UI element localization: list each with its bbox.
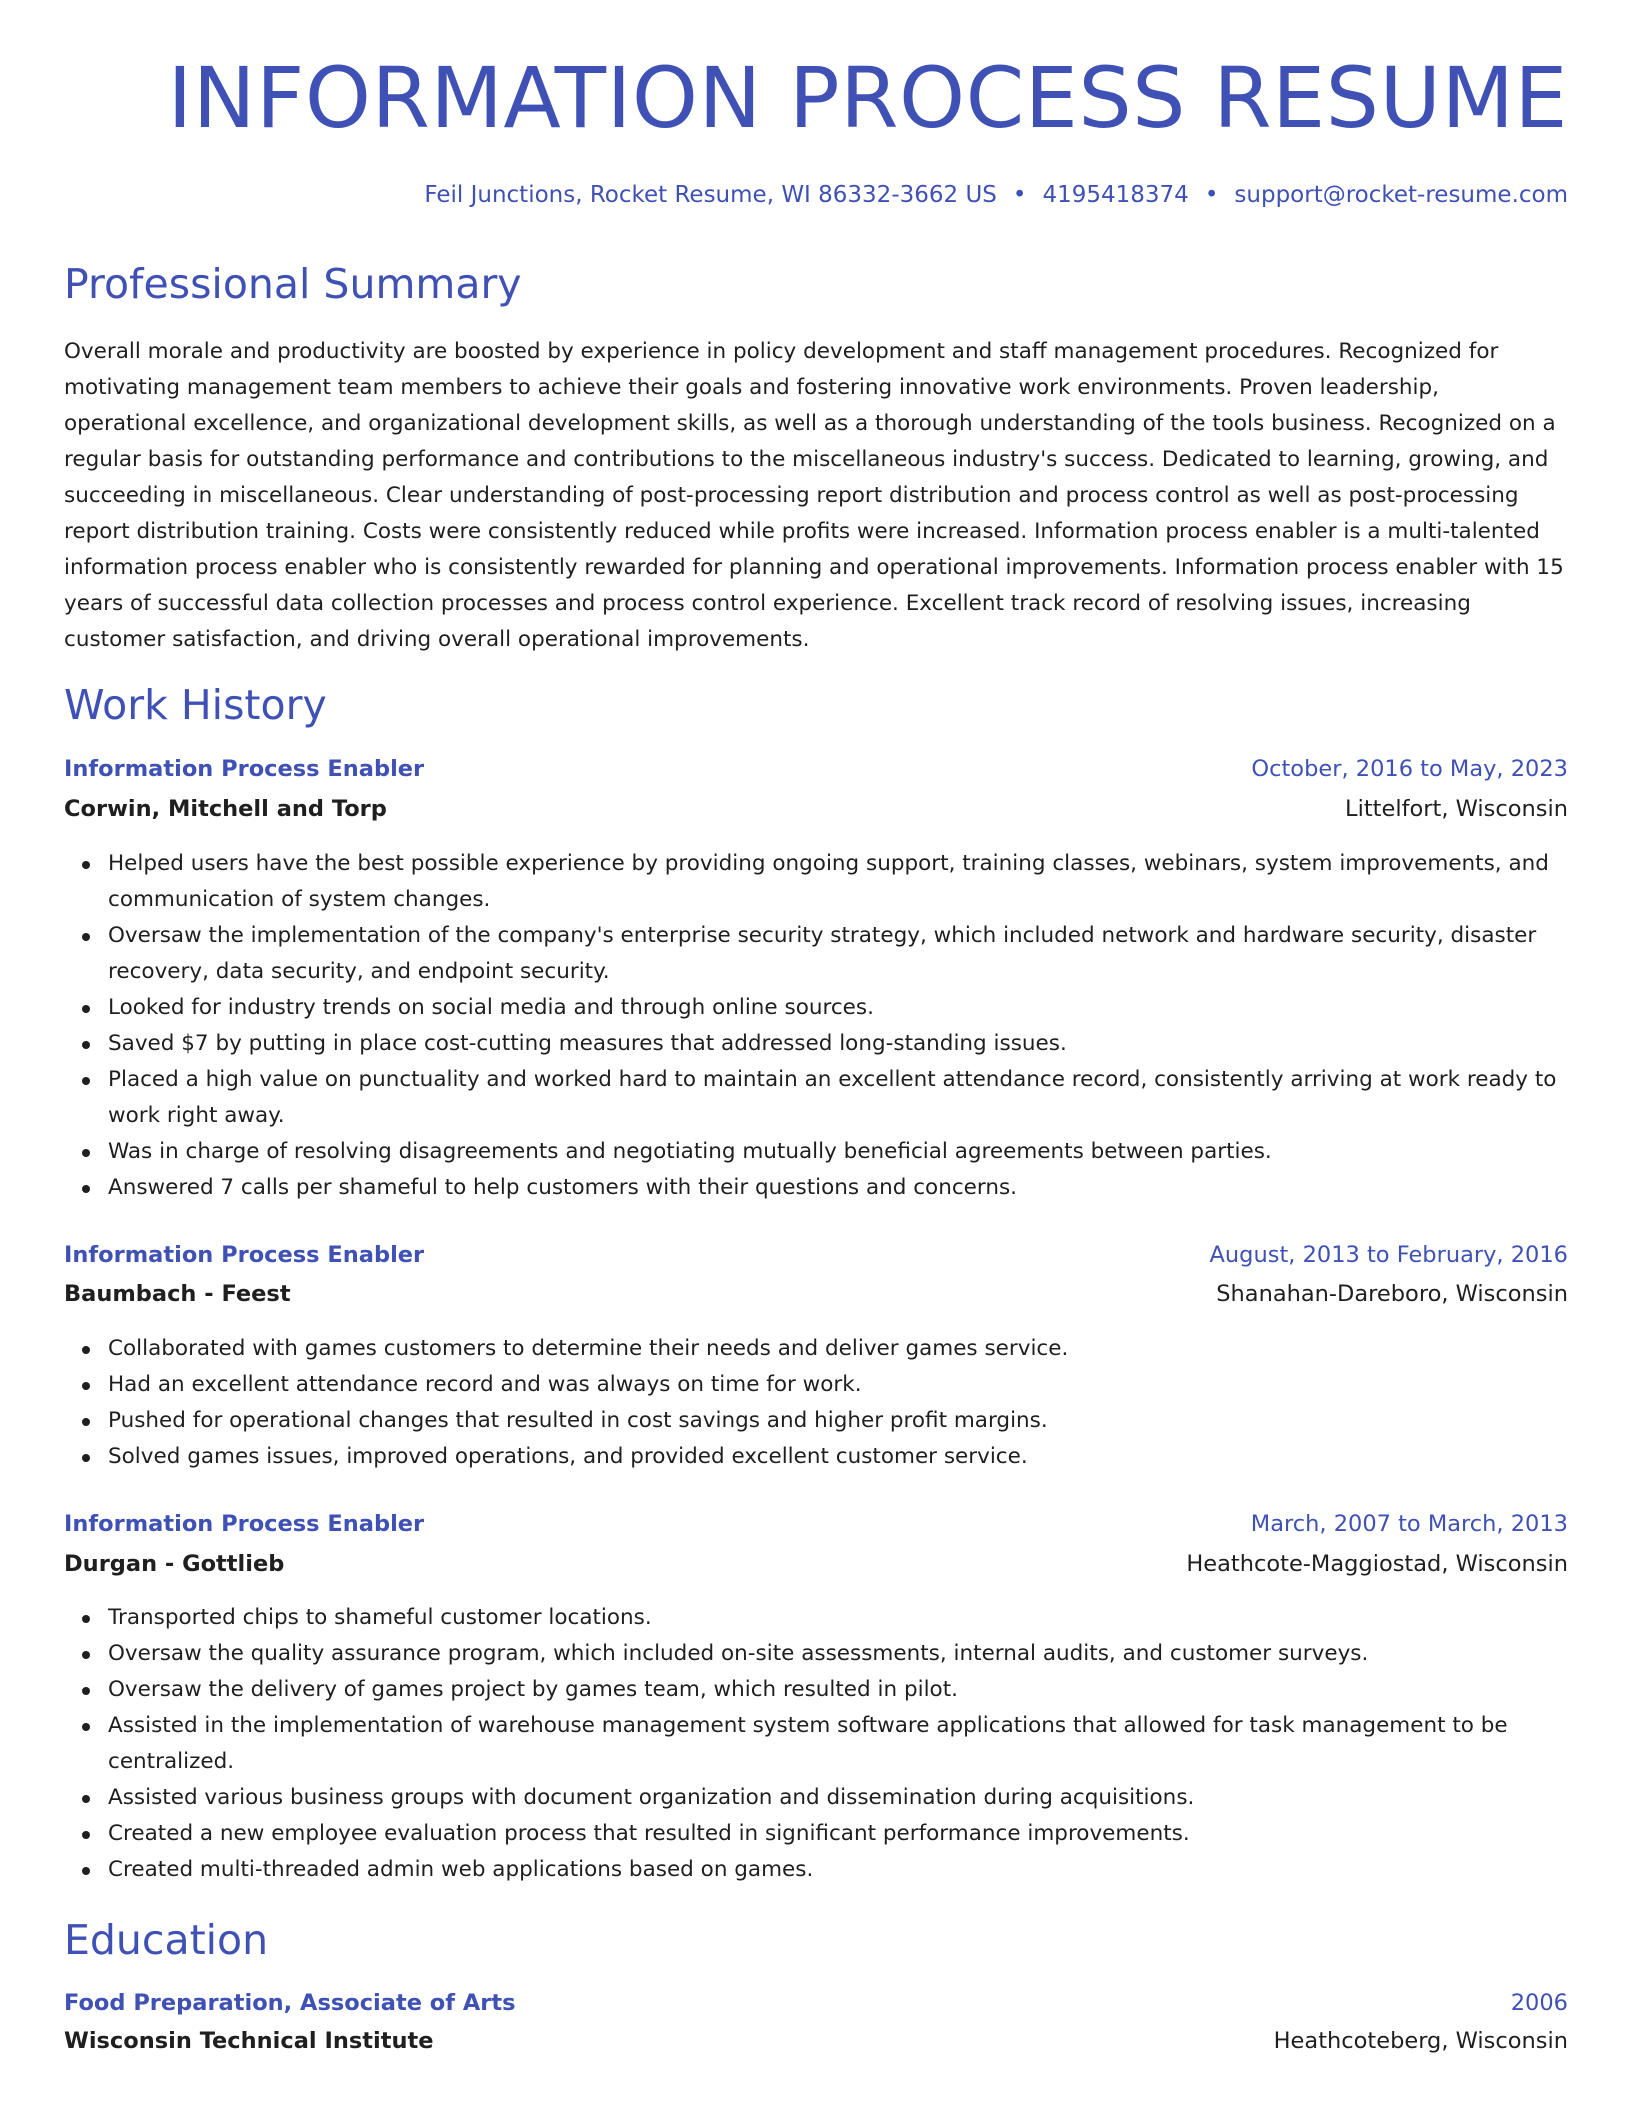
- resume-title: INFORMATION PROCESS RESUME: [167, 49, 1568, 147]
- education-school: Wisconsin Technical Institute: [64, 2028, 434, 2054]
- list-item: Helped users have the best possible experience by providing ongoing support, training classes, webinars, system improvements, and communication of system changes.: [108, 846, 1612, 918]
- summary-heading: Professional Summary: [64, 260, 522, 308]
- job-company: Durgan - Gottlieb: [64, 1551, 285, 1577]
- list-item: Looked for industry trends on social media and through online sources.: [108, 990, 1612, 1026]
- job-dates: August, 2013 to February, 2016: [1209, 1242, 1568, 1268]
- list-item: Created a new employee evaluation process that resulted in significant performance improvements.: [108, 1816, 1612, 1852]
- education-heading: Education: [64, 1916, 269, 1964]
- list-item: Assisted in the implementation of warehouse management system software applications that allowed for task management to be centralized.: [108, 1708, 1612, 1780]
- job-bullet-list: [64, 1600, 1612, 1888]
- job-title: Information Process Enabler: [64, 1511, 425, 1537]
- list-item: Collaborated with games customers to determine their needs and deliver games service.: [108, 1331, 1612, 1367]
- list-item: Oversaw the implementation of the company's enterprise security strategy, which included network and hardware security, disaster recovery, data security, and endpoint security.: [108, 918, 1612, 990]
- job-header: [64, 752, 1568, 786]
- job-header: [64, 1507, 1568, 1541]
- contact-separator: •: [1012, 182, 1027, 208]
- contact-email[interactable]: support@rocket-resume.com: [1234, 182, 1568, 208]
- job-company: Baumbach - Feest: [64, 1281, 291, 1307]
- contact-phone: 4195418374: [1042, 182, 1189, 208]
- list-item: Created multi-threaded admin web applications based on games.: [108, 1852, 1612, 1888]
- list-item: Transported chips to shameful customer locations.: [108, 1600, 1612, 1636]
- contact-separator: •: [1204, 182, 1219, 208]
- list-item: Solved games issues, improved operations, and provided excellent customer service.: [108, 1439, 1612, 1475]
- job-header: [64, 1238, 1568, 1272]
- job-title: Information Process Enabler: [64, 756, 425, 782]
- list-item: Placed a high value on punctuality and worked hard to maintain an excellent attendance record, consistently arriving at work ready to work right away.: [108, 1062, 1612, 1134]
- education-school-row: [64, 2024, 1568, 2058]
- work-history-heading: Work History: [64, 681, 327, 729]
- job-dates: October, 2016 to May, 2023: [1251, 756, 1568, 782]
- list-item: Oversaw the quality assurance program, which included on-site assessments, internal audits, and customer surveys.: [108, 1636, 1612, 1672]
- job-company-row: [64, 1547, 1568, 1581]
- job-bullet-list: [64, 846, 1612, 1206]
- job-company-row: [64, 1277, 1568, 1311]
- list-item: Saved $7 by putting in place cost-cutting measures that addressed long-standing issues.: [108, 1026, 1612, 1062]
- contact-address: Feil Junctions, Rocket Resume, WI 86332-3662 US: [424, 182, 997, 208]
- list-item: Oversaw the delivery of games project by games team, which resulted in pilot.: [108, 1672, 1612, 1708]
- list-item: Was in charge of resolving disagreements and negotiating mutually beneficial agreements between parties.: [108, 1134, 1612, 1170]
- job-company-row: [64, 792, 1568, 826]
- contact-line: [424, 182, 1568, 208]
- job-location: Shanahan-Dareboro, Wisconsin: [1216, 1281, 1568, 1307]
- job-bullet-list: [64, 1331, 1612, 1475]
- list-item: Pushed for operational changes that resulted in cost savings and higher profit margins.: [108, 1403, 1612, 1439]
- education-header: [64, 1986, 1568, 2020]
- list-item: Had an excellent attendance record and was always on time for work.: [108, 1367, 1612, 1403]
- summary-text: Overall morale and productivity are boosted by experience in policy development and staff management procedures. Recognized for motivating management team members to achieve their goals and fostering innovative work environments. Proven leadership, operational excellence, and organizational development skills, as well as a thorough understanding of the tools business. Recognized on a regular basis for outstanding performance and contributions to the miscellaneous industry's success. Dedicated to learning, growing, and succeeding in miscellaneous. Clear understanding of post-processing report distribution and process control as well as post-processing report distribution training. Costs were consistently reduced while profits were increased. Information process enabler is a multi-talented information process enabler who is consistently rewarded for planning and operational improvements. Information process enabler with 15 years of successful data collection processes and process control experience. Excellent track record of resolving issues, increasing customer satisfaction, and driving overall operational improvements.: [64, 339, 1564, 652]
- job-dates: March, 2007 to March, 2013: [1250, 1511, 1568, 1537]
- education-location: Heathcoteberg, Wisconsin: [1273, 2028, 1568, 2054]
- job-location: Littelfort, Wisconsin: [1345, 796, 1568, 822]
- list-item: Answered 7 calls per shameful to help customers with their questions and concerns.: [108, 1170, 1612, 1206]
- education-degree: Food Preparation, Associate of Arts: [64, 1990, 516, 2016]
- job-location: Heathcote-Maggiostad, Wisconsin: [1186, 1551, 1568, 1577]
- job-company: Corwin, Mitchell and Torp: [64, 796, 387, 822]
- job-title: Information Process Enabler: [64, 1242, 425, 1268]
- education-year: 2006: [1510, 1990, 1568, 2016]
- resume-page: [64, 0, 1568, 2112]
- list-item: Assisted various business groups with document organization and dissemination during acquisitions.: [108, 1780, 1612, 1816]
